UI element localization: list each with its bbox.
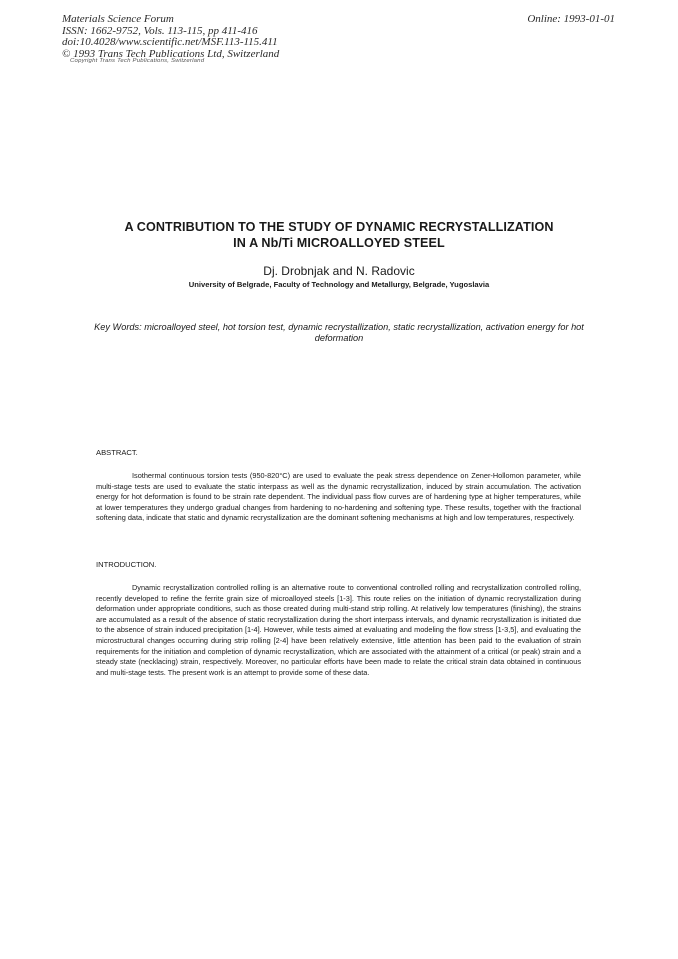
introduction-text: Dynamic recrystallization controlled rolling is an alternative route to conventional controlled rolling and recrystallization controlled rolling, recently developed to refine the ferrite grain size of microalloyed steels [1-3]. This route relies on the initiation of dynamic recrystallization during deformation under appropriate conditions, such as those created during multi-stand strip rolling. At relatively low temperatures (finishing), the strains are accumulated as a result of the absence of static recrystallization during the short interpass intervals, and dynamic recrystallization is initiated due to the absence of strain induced precipitation [1-4]. However, while tests aimed at evaluating and modeling the flow stress [1-3,5], and evaluating the microstructural changes occurring during strip rolling [2-4] have been relatively extensive, little attention has been paid to the evaluation of strain requirements for the initiation and completion of dynamic recrystallization, which are associated with the attainment of a critical (or peak) strain and a steady state (necklacing) strain, respectively. Moreover, no particular efforts have been made to relate the critical strain data obtained in continuous and multi-stage tests. The present work is an attempt to provide some of these data. xyxy=(96,583,581,677)
introduction-heading: INTRODUCTION. xyxy=(96,560,157,569)
online-date: Online: 1993-01-01 xyxy=(527,13,615,25)
paper-title xyxy=(60,220,618,251)
abstract-text: Isothermal continuous torsion tests (950-820°C) are used to evaluate the peak stress dependence on Zener-Hollomon parameter, while multi-stage tests are used to evaluate the static interpass as well as the dynamic recrystallization, induced by strain accumulation. The activation energy for hot deformation is found to be strain rate dependent. The individual pass flow curves are of hardening type at higher temperatures, while at lower temperatures they undergo gradual changes from hardening to no-hardening and softening type. These results, together with the fractional softening data, indicate that static and dynamic recrystallization are the dominant softening mechanisms at high and low temperatures, respectively. xyxy=(96,471,581,523)
affiliation: University of Belgrade, Faculty of Technology and Metallurgy, Belgrade, Yugoslavia xyxy=(188,280,490,289)
keywords: Key Words: microalloyed steel, hot torsion test, dynamic recrystallization, static recrystallization, activation energy for hot deformation xyxy=(94,322,584,343)
authors: Dj. Drobnjak and N. Radovic xyxy=(263,264,415,278)
title-line-1: A CONTRIBUTION TO THE STUDY OF DYNAMIC RECRYSTALLIZATION xyxy=(124,220,554,234)
issn-line: ISSN: 1662-9752, Vols. 113-115, pp 411-416 xyxy=(62,24,258,37)
doi-line: doi:10.4028/www.scientific.net/MSF.113-115.411 xyxy=(62,36,278,48)
journal-name: Materials Science Forum xyxy=(62,13,174,25)
title-line-2: IN A Nb/Ti MICROALLOYED STEEL xyxy=(233,235,445,250)
copyright-line: © 1993 Trans Tech Publications Ltd, Switzerland xyxy=(62,47,280,60)
publication-meta xyxy=(62,14,362,60)
faint-copyright-stamp: Copyright Trans Tech Publications, Switzerland xyxy=(70,58,205,64)
abstract-heading: ABSTRACT. xyxy=(96,448,138,457)
